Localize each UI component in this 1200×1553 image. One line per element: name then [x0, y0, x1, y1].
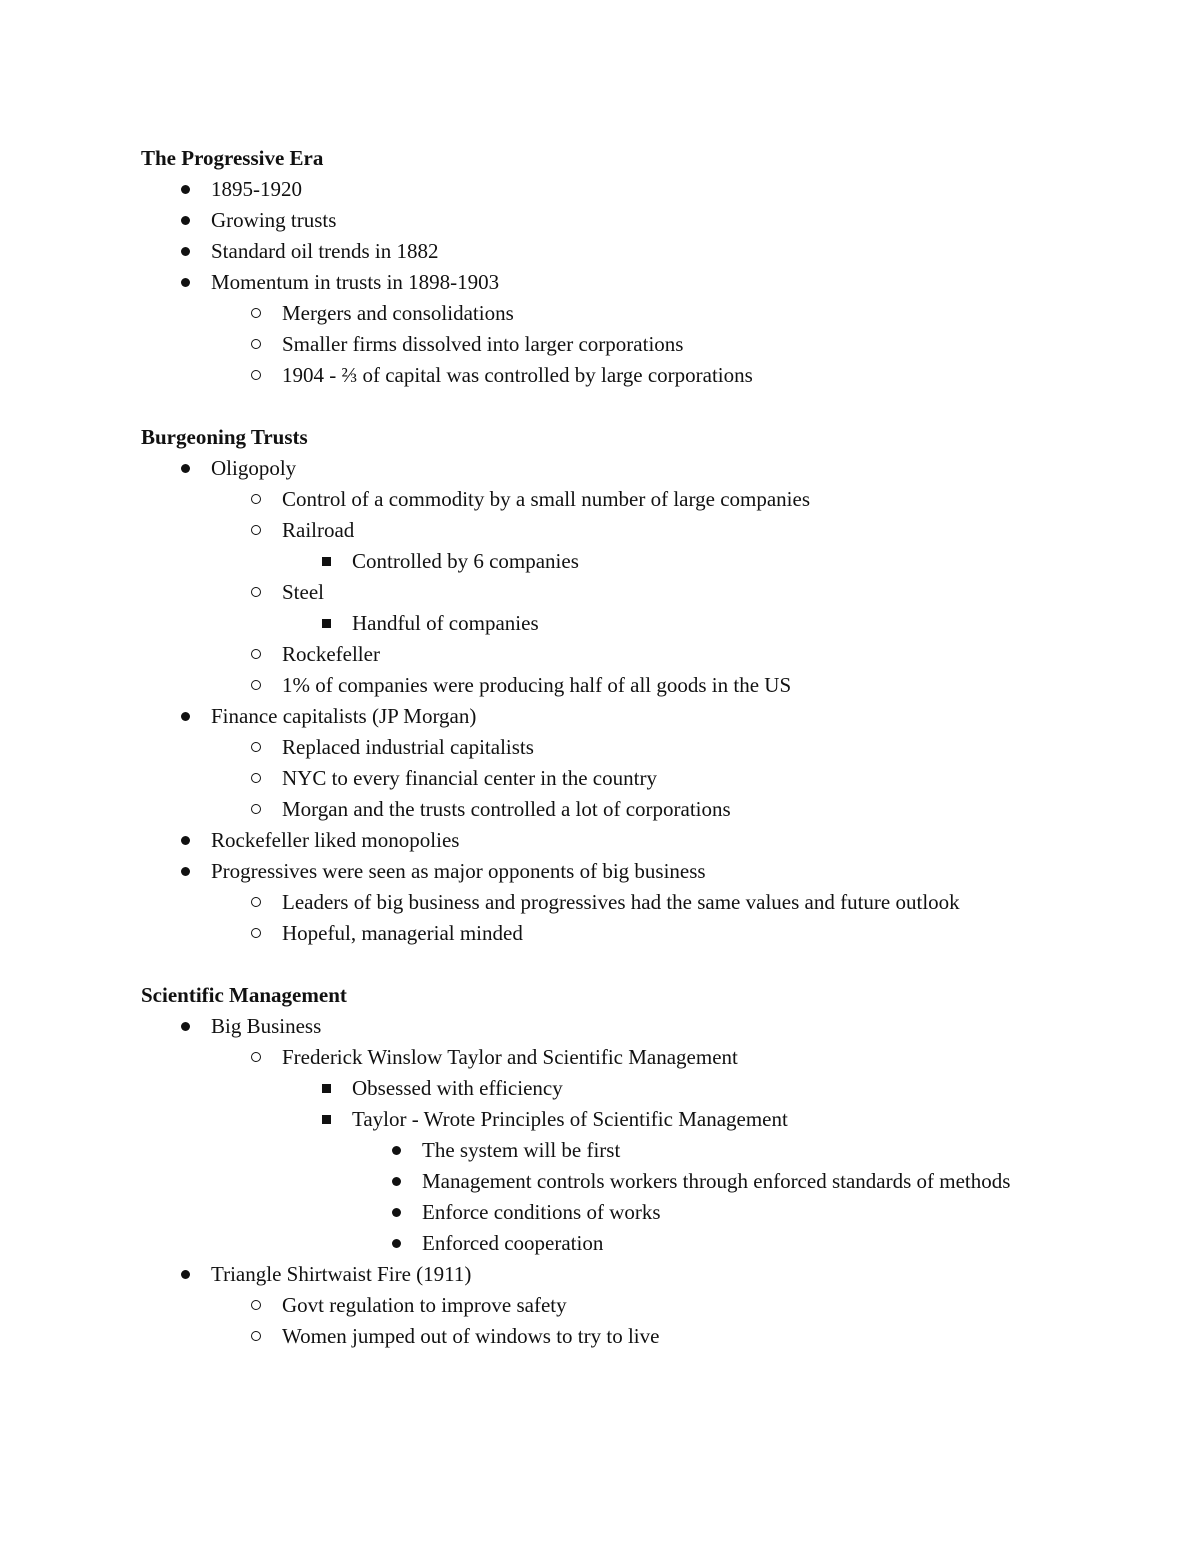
bullet-circle-icon: [245, 732, 267, 764]
bullet-list: [141, 174, 1101, 391]
bullet-disc-icon: [385, 1228, 407, 1260]
bullet-circle-icon: [245, 670, 267, 702]
bullet-square-icon: [315, 608, 337, 640]
bullet-list: [141, 1011, 1101, 1352]
list-item: [141, 1290, 1101, 1321]
bullet-disc-icon: [392, 1146, 401, 1155]
bullet-disc-icon: [181, 185, 190, 194]
list-item: [141, 1197, 1101, 1228]
list-item-text: Hopeful, managerial minded: [282, 921, 523, 945]
list-item-text: Triangle Shirtwaist Fire (1911): [211, 1262, 472, 1286]
bullet-circle-icon: [251, 680, 261, 690]
list-item: [141, 1321, 1101, 1352]
bullet-disc-icon: [174, 701, 196, 733]
list-item-text: Replaced industrial capitalists: [282, 735, 534, 759]
bullet-circle-icon: [245, 1321, 267, 1353]
list-item-text: 1895-1920: [211, 177, 302, 201]
list-item: [141, 1166, 1101, 1197]
section-spacer: [141, 391, 1101, 422]
list-item-text: Progressives were seen as major opponents of big business: [211, 859, 706, 883]
list-item-text: Steel: [282, 580, 324, 604]
bullet-circle-icon: [245, 1042, 267, 1074]
bullet-disc-icon: [385, 1135, 407, 1167]
bullet-circle-icon: [245, 515, 267, 547]
list-item-text: Finance capitalists (JP Morgan): [211, 704, 477, 728]
bullet-circle-icon: [245, 577, 267, 609]
list-item: [141, 608, 1101, 639]
bullet-disc-icon: [174, 174, 196, 206]
list-item-text: 1904 - ⅔ of capital was controlled by large corporations: [282, 363, 753, 387]
list-item-text: Growing trusts: [211, 208, 337, 232]
bullet-disc-icon: [181, 278, 190, 287]
bullet-circle-icon: [245, 918, 267, 950]
bullet-square-icon: [315, 546, 337, 578]
note-section: [141, 143, 1101, 391]
bullet-circle-icon: [251, 525, 261, 535]
list-item: [141, 918, 1101, 949]
bullet-circle-icon: [251, 1300, 261, 1310]
bullet-circle-icon: [251, 1052, 261, 1062]
bullet-square-icon: [315, 1104, 337, 1136]
list-item: [141, 236, 1101, 267]
bullet-circle-icon: [245, 1290, 267, 1322]
list-item-text: Railroad: [282, 518, 355, 542]
bullet-square-icon: [322, 557, 331, 566]
list-item-text: Women jumped out of windows to try to live: [282, 1324, 660, 1348]
bullet-disc-icon: [181, 464, 190, 473]
bullet-square-icon: [315, 1073, 337, 1105]
list-item: [141, 1135, 1101, 1166]
bullet-circle-icon: [245, 329, 267, 361]
bullet-disc-icon: [385, 1166, 407, 1198]
bullet-circle-icon: [251, 587, 261, 597]
section-spacer: [141, 949, 1101, 980]
list-item-text: Momentum in trusts in 1898-1903: [211, 270, 500, 294]
list-item: [141, 825, 1101, 856]
list-item: [141, 856, 1101, 887]
list-item: [141, 205, 1101, 236]
list-item: [141, 1042, 1101, 1073]
bullet-disc-icon: [174, 205, 196, 237]
bullet-circle-icon: [251, 1331, 261, 1341]
list-item: [141, 887, 1101, 918]
list-item-text: Controlled by 6 companies: [352, 549, 579, 573]
note-section: [141, 980, 1101, 1352]
bullet-list: [141, 453, 1101, 949]
bullet-disc-icon: [181, 867, 190, 876]
note-section: [141, 422, 1101, 949]
list-item: [141, 1073, 1101, 1104]
list-item: [141, 1259, 1101, 1290]
list-item: [141, 546, 1101, 577]
list-item: [141, 1011, 1101, 1042]
list-item: [141, 453, 1101, 484]
bullet-disc-icon: [174, 825, 196, 857]
list-item-text: Mergers and consolidations: [282, 301, 514, 325]
bullet-disc-icon: [392, 1177, 401, 1186]
bullet-disc-icon: [181, 712, 190, 721]
list-item-text: Frederick Winslow Taylor and Scientific Management: [282, 1045, 738, 1069]
list-item-text: Morgan and the trusts controlled a lot of corporations: [282, 797, 731, 821]
list-item: [141, 1228, 1101, 1259]
list-item: [141, 763, 1101, 794]
bullet-circle-icon: [251, 494, 261, 504]
list-item-text: Smaller firms dissolved into larger corporations: [282, 332, 684, 356]
bullet-disc-icon: [174, 267, 196, 299]
list-item: [141, 1104, 1101, 1135]
bullet-disc-icon: [392, 1239, 401, 1248]
bullet-disc-icon: [174, 236, 196, 268]
bullet-circle-icon: [245, 763, 267, 795]
list-item: [141, 329, 1101, 360]
list-item-text: Handful of companies: [352, 611, 539, 635]
list-item-text: Rockefeller: [282, 642, 380, 666]
bullet-circle-icon: [251, 897, 261, 907]
list-item-text: Control of a commodity by a small number of large companies: [282, 487, 810, 511]
list-item: [141, 577, 1101, 608]
list-item-text: Oligopoly: [211, 456, 297, 480]
section-heading: Burgeoning Trusts: [141, 425, 308, 449]
bullet-disc-icon: [174, 1259, 196, 1291]
list-item: [141, 515, 1101, 546]
bullet-circle-icon: [251, 339, 261, 349]
list-item: [141, 639, 1101, 670]
bullet-circle-icon: [251, 773, 261, 783]
list-item-text: Enforce conditions of works: [422, 1200, 661, 1224]
list-item-text: Taylor - Wrote Principles of Scientific Management: [352, 1107, 788, 1131]
list-item-text: The system will be first: [422, 1138, 621, 1162]
bullet-circle-icon: [251, 370, 261, 380]
bullet-square-icon: [322, 1084, 331, 1093]
bullet-disc-icon: [181, 247, 190, 256]
bullet-disc-icon: [181, 1270, 190, 1279]
list-item: [141, 484, 1101, 515]
section-heading: The Progressive Era: [141, 146, 324, 170]
bullet-circle-icon: [251, 742, 261, 752]
list-item: [141, 174, 1101, 205]
list-item: [141, 732, 1101, 763]
list-item-text: 1% of companies were producing half of all goods in the US: [282, 673, 792, 697]
list-item-text: Big Business: [211, 1014, 322, 1038]
list-item-text: Enforced cooperation: [422, 1231, 604, 1255]
bullet-circle-icon: [245, 887, 267, 919]
list-item: [141, 267, 1101, 298]
bullet-circle-icon: [245, 484, 267, 516]
bullet-circle-icon: [251, 804, 261, 814]
list-item: [141, 298, 1101, 329]
bullet-circle-icon: [251, 649, 261, 659]
bullet-disc-icon: [174, 1011, 196, 1043]
list-item: [141, 360, 1101, 391]
list-item: [141, 794, 1101, 825]
bullet-disc-icon: [385, 1197, 407, 1229]
bullet-circle-icon: [245, 794, 267, 826]
bullet-disc-icon: [181, 836, 190, 845]
bullet-circle-icon: [245, 360, 267, 392]
list-item-text: Standard oil trends in 1882: [211, 239, 439, 263]
list-item-text: Govt regulation to improve safety: [282, 1293, 567, 1317]
document-body: [141, 143, 1101, 1352]
bullet-disc-icon: [174, 856, 196, 888]
bullet-square-icon: [322, 619, 331, 628]
list-item-text: Obsessed with efficiency: [352, 1076, 563, 1100]
section-heading: Scientific Management: [141, 983, 347, 1007]
bullet-disc-icon: [181, 1022, 190, 1031]
bullet-disc-icon: [181, 216, 190, 225]
bullet-circle-icon: [251, 308, 261, 318]
bullet-square-icon: [322, 1115, 331, 1124]
list-item-text: Management controls workers through enforced standards of methods: [422, 1169, 1011, 1193]
list-item-text: NYC to every financial center in the country: [282, 766, 657, 790]
list-item-text: Rockefeller liked monopolies: [211, 828, 460, 852]
sections-container: [141, 143, 1101, 1352]
list-item-text: Leaders of big business and progressives had the same values and future outlook: [282, 890, 960, 914]
list-item: [141, 670, 1101, 701]
bullet-circle-icon: [245, 298, 267, 330]
bullet-disc-icon: [174, 453, 196, 485]
bullet-disc-icon: [392, 1208, 401, 1217]
bullet-circle-icon: [251, 928, 261, 938]
list-item: [141, 701, 1101, 732]
bullet-circle-icon: [245, 639, 267, 671]
